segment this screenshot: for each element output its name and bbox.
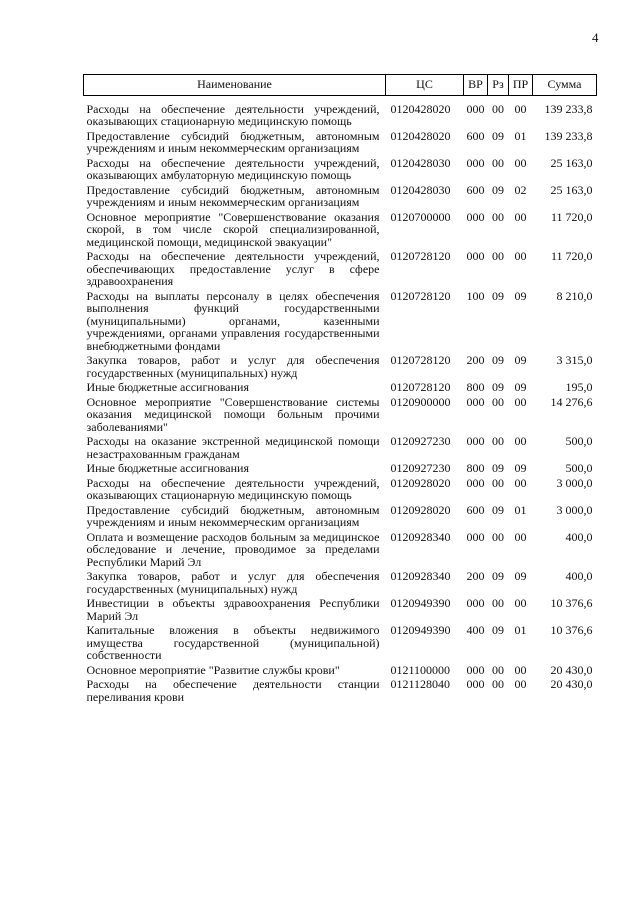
row-vr: 000 [466, 155, 485, 170]
row-vr: 000 [466, 596, 485, 610]
row-sum: 25 163,0 [550, 155, 593, 170]
row-name: Расходы на выплаты персоналу в целях обеспечения выполнения функций государственными (муниципальными) органами, казенными учреждениями, органами управления государственными внебюджетными фондами [86, 288, 380, 353]
row-rz: 09 [492, 353, 504, 367]
row-name: Предоставление субсидий бюджетным, автономным учреждениям и иным некоммерческим организациям [86, 182, 380, 209]
row-vr: 800 [466, 380, 485, 394]
row-vr: 000 [466, 677, 485, 691]
table-row [84, 504, 597, 531]
row-vr: 600 [466, 182, 485, 197]
row-vr: 800 [466, 461, 485, 475]
row-cs: 0120928020 [390, 475, 451, 490]
row-cs: 0121128040 [390, 677, 451, 691]
row-cs: 0120428030 [390, 182, 451, 197]
row-rz: 00 [492, 155, 504, 170]
table-row [84, 130, 597, 157]
row-sum: 20 430,0 [550, 677, 593, 691]
row-sum: 500,0 [565, 434, 593, 448]
row-rz: 09 [492, 380, 504, 394]
row-vr: 000 [466, 475, 485, 490]
page-number: 4 [592, 30, 599, 45]
row-pr: 01 [514, 128, 527, 143]
row-cs: 0121100000 [390, 662, 451, 677]
row-vr: 000 [466, 101, 485, 116]
row-pr: 00 [514, 662, 527, 677]
row-name: Расходы на оказание экстренной медицинской помощи незастрахованным гражданам [86, 434, 380, 461]
row-name: Иные бюджетные ассигнования [86, 461, 249, 475]
row-pr: 09 [514, 569, 527, 583]
row-rz: 00 [492, 662, 504, 677]
row-rz: 00 [492, 394, 504, 409]
row-cs: 0120949390 [390, 623, 451, 637]
row-pr: 00 [514, 101, 527, 116]
row-vr: 000 [466, 662, 485, 677]
row-vr: 000 [466, 249, 485, 263]
row-name: Расходы на обеспечение деятельности учреждений, оказывающих стационарную медицинскую помощь [86, 101, 380, 128]
row-name: Предоставление субсидий бюджетным, автономным учреждениям и иным некоммерческим организациям [86, 502, 380, 529]
table-row [84, 396, 597, 436]
row-rz: 09 [492, 502, 504, 517]
row-cs: 0120927230 [390, 434, 451, 448]
row-vr: 600 [466, 128, 485, 143]
header-pr: ПР [509, 75, 533, 96]
row-vr: 400 [466, 623, 485, 637]
row-name: Закупка товаров, работ и услуг для обеспечения государственных (муниципальных) нужд [86, 569, 380, 596]
row-pr: 09 [514, 461, 527, 475]
row-pr: 00 [514, 529, 527, 544]
row-cs: 0120928020 [390, 502, 451, 517]
row-pr: 02 [514, 182, 527, 197]
row-vr: 100 [466, 288, 485, 303]
table-row [84, 624, 597, 664]
table-row [84, 597, 597, 624]
row-vr: 000 [466, 529, 485, 544]
row-cs: 0120428020 [390, 128, 451, 143]
row-name: Капитальные вложения в объекты недвижимого имущества государственной (муниципальной) собственности [86, 623, 380, 662]
table-row [84, 354, 597, 381]
row-cs: 0120928340 [390, 529, 451, 544]
row-cs: 0120927230 [390, 461, 451, 475]
table-row [84, 211, 597, 251]
row-vr: 200 [466, 353, 485, 367]
table-row [84, 531, 597, 571]
row-pr: 00 [514, 209, 527, 224]
table-row [84, 462, 597, 477]
row-sum: 500,0 [565, 461, 593, 475]
row-pr: 01 [514, 623, 527, 637]
header-vr: ВР [464, 75, 488, 96]
row-sum: 25 163,0 [550, 182, 593, 197]
row-sum: 3 000,0 [556, 475, 593, 490]
row-rz: 09 [492, 461, 504, 475]
row-name: Основное мероприятие "Совершенствование системы оказания медицинской помощи больным прочими заболеваниями" [86, 394, 380, 434]
row-cs: 0120428020 [390, 101, 451, 116]
row-vr: 000 [466, 434, 485, 448]
row-rz: 00 [492, 529, 504, 544]
row-cs: 0120728120 [390, 288, 451, 303]
table-row [84, 477, 597, 504]
table-header-row [84, 75, 597, 96]
table-row [84, 95, 597, 130]
row-cs: 0120700000 [390, 209, 451, 224]
row-name: Расходы на обеспечение деятельности учреждений, оказывающих амбулаторную медицинскую помощь [86, 155, 380, 182]
row-sum: 11 720,0 [550, 249, 593, 263]
budget-table [83, 74, 597, 705]
row-cs: 0120428030 [390, 155, 451, 170]
table-row [84, 290, 597, 355]
row-rz: 00 [492, 677, 504, 691]
row-pr: 00 [514, 677, 527, 691]
row-cs: 0120728120 [390, 353, 451, 367]
row-rz: 09 [492, 182, 504, 197]
header-cs: ЦС [386, 75, 464, 96]
row-name: Основное мероприятие "Совершенствование оказания скорой, в том числе скорой специализированной, медицинской помощи, медицинской эвакуации" [86, 209, 380, 249]
row-pr: 09 [514, 353, 527, 367]
row-pr: 00 [514, 155, 527, 170]
table-row [84, 664, 597, 679]
row-sum: 14 276,6 [550, 394, 593, 409]
table-row [84, 184, 597, 211]
row-rz: 00 [492, 101, 504, 116]
row-sum: 10 376,6 [550, 596, 593, 610]
row-sum: 3 000,0 [556, 502, 593, 517]
row-cs: 0120728120 [390, 380, 451, 394]
row-cs: 0120949390 [390, 596, 451, 610]
row-sum: 195,0 [565, 380, 593, 394]
table-row [84, 381, 597, 396]
header-sum: Сумма [533, 75, 597, 96]
row-name: Иные бюджетные ассигнования [86, 380, 249, 394]
row-vr: 000 [466, 209, 485, 224]
row-sum: 139 233,8 [544, 128, 593, 143]
row-rz: 09 [492, 288, 504, 303]
row-rz: 09 [492, 623, 504, 637]
table-row [84, 678, 597, 705]
row-vr: 200 [466, 569, 485, 583]
row-sum: 400,0 [565, 529, 593, 544]
row-sum: 3 315,0 [556, 353, 593, 367]
row-pr: 09 [514, 380, 527, 394]
row-vr: 600 [466, 502, 485, 517]
row-name: Расходы на обеспечение деятельности станции переливания крови [86, 677, 380, 704]
row-pr: 00 [514, 434, 527, 448]
row-name: Расходы на обеспечение деятельности учреждений, оказывающих стационарную медицинскую помощь [86, 475, 380, 502]
row-pr: 00 [514, 394, 527, 409]
row-cs: 0120900000 [390, 394, 451, 409]
row-pr: 00 [514, 596, 527, 610]
header-rz: Рз [488, 75, 509, 96]
row-sum: 20 430,0 [550, 662, 593, 677]
table-row [84, 157, 597, 184]
table-row [84, 250, 597, 290]
row-name: Расходы на обеспечение деятельности учреждений, обеспечивающих предоставление услуг в сфере здравоохранения [86, 249, 380, 288]
row-pr: 09 [514, 288, 527, 303]
row-sum: 400,0 [565, 569, 593, 583]
row-rz: 00 [492, 434, 504, 448]
row-pr: 00 [514, 249, 527, 263]
row-sum: 8 210,0 [556, 288, 593, 303]
row-sum: 139 233,8 [544, 101, 593, 116]
row-cs: 0120728120 [390, 249, 451, 263]
row-name: Предоставление субсидий бюджетным, автономным учреждениям и иным некоммерческим организациям [86, 128, 380, 155]
row-rz: 09 [492, 569, 504, 583]
row-cs: 0120928340 [390, 569, 451, 583]
row-rz: 00 [492, 209, 504, 224]
row-pr: 00 [514, 475, 527, 490]
row-rz: 09 [492, 128, 504, 143]
row-sum: 10 376,6 [550, 623, 593, 637]
row-rz: 00 [492, 596, 504, 610]
row-rz: 00 [492, 475, 504, 490]
row-name: Основное мероприятие "Развитие службы крови" [86, 662, 340, 677]
table-row [84, 435, 597, 462]
table-body [84, 95, 597, 705]
row-pr: 01 [514, 502, 527, 517]
row-name: Оплата и возмещение расходов больным за медицинское обследование и лечение, проводимое за пределами Республики Марий Эл [86, 529, 380, 569]
header-name: Наименование [84, 75, 386, 96]
table-row [84, 570, 597, 597]
row-vr: 000 [466, 394, 485, 409]
row-name: Инвестиции в объекты здравоохранения Республики Марий Эл [86, 596, 380, 623]
row-sum: 11 720,0 [550, 209, 593, 224]
row-rz: 00 [492, 249, 504, 263]
row-name: Закупка товаров, работ и услуг для обеспечения государственных (муниципальных) нужд [86, 353, 380, 380]
